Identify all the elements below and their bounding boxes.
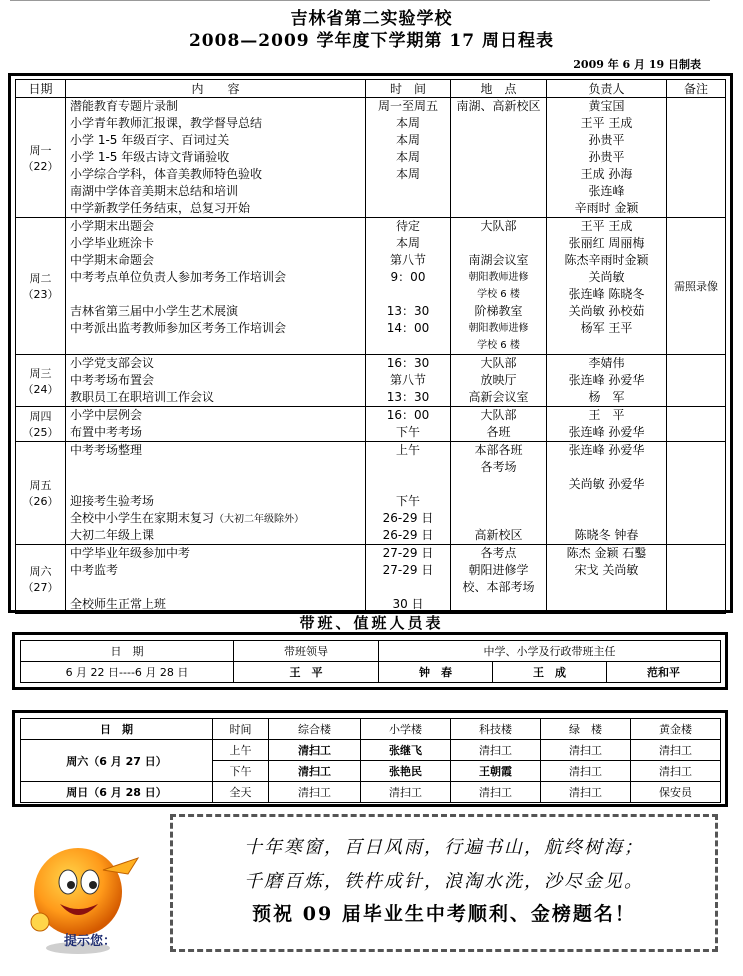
note-cell bbox=[667, 407, 726, 442]
cell-line: 孙贵平 bbox=[588, 133, 625, 147]
cell-line: 第八节 bbox=[389, 253, 426, 267]
schedule-day-row bbox=[16, 355, 726, 407]
cell-line: 陈杰辛雨时金颖 bbox=[564, 253, 649, 267]
weekend-header-time: 时间 bbox=[213, 719, 269, 740]
cell-line: 各班 bbox=[486, 425, 511, 439]
content-cell bbox=[66, 218, 366, 355]
cell-line: 黄宝国 bbox=[588, 99, 625, 113]
cell-line: 张连峰 陈晓冬 bbox=[568, 287, 645, 301]
schedule-table bbox=[15, 79, 726, 614]
col-header-date: 日期 bbox=[16, 80, 66, 98]
cell-line: 阶梯教室 bbox=[474, 304, 523, 318]
cell-line: 27-29 日 bbox=[382, 546, 434, 560]
schedule-header-row bbox=[16, 80, 726, 98]
weekend-row bbox=[21, 740, 721, 761]
weekend-frame bbox=[12, 710, 728, 807]
duty-frame bbox=[12, 632, 728, 690]
cell-line: 朝阳教师进修 bbox=[468, 272, 529, 283]
cell-line: 待定 bbox=[395, 219, 420, 233]
weekend-cell: 清扫工 bbox=[541, 782, 631, 803]
cell-line: 各考点 bbox=[480, 546, 517, 560]
cell-line: 朝阳进修学 bbox=[468, 563, 529, 577]
col-header-content: 内 容 bbox=[66, 80, 366, 98]
school-name: 吉林省第二实验学校 bbox=[290, 9, 453, 29]
cell-line: 宋戈 关尚敏 bbox=[574, 563, 639, 577]
cell-line: 关尚敏 孙爱华 bbox=[568, 477, 645, 491]
day-cell bbox=[16, 545, 66, 614]
cell-line: 小学期末出题会 bbox=[70, 219, 155, 233]
cell-line bbox=[451, 166, 546, 183]
cell-line: 张丽红 周丽梅 bbox=[568, 236, 645, 250]
cell-line: 大队部 bbox=[480, 219, 517, 233]
cell-line: 李婧伟 bbox=[588, 356, 625, 370]
motto-box bbox=[170, 814, 718, 952]
day-label: 周四 bbox=[29, 410, 52, 423]
owner-cell bbox=[547, 442, 667, 545]
cell-line bbox=[547, 459, 666, 476]
cell-line: 校、本部考场 bbox=[462, 580, 535, 594]
weekend-cell: 全天 bbox=[213, 782, 269, 803]
weekend-cell: 清扫工 bbox=[269, 761, 361, 782]
time-cell bbox=[366, 545, 451, 614]
cell-line bbox=[547, 596, 666, 613]
cell-line: 周一至周五 bbox=[377, 99, 438, 113]
schedule-day-row bbox=[16, 98, 726, 218]
page-title: 2008—2009 学年度下学期第 17 周日程表 bbox=[188, 31, 555, 51]
weekend-header-building: 小学楼 bbox=[361, 719, 451, 740]
cell-line: 吉林省第三届中小学生艺术展演 bbox=[70, 304, 239, 318]
note-cell bbox=[667, 98, 726, 218]
cell-line: 高新会议室 bbox=[468, 390, 529, 404]
note-cell bbox=[667, 442, 726, 545]
place-cell bbox=[451, 98, 547, 218]
day-number: （22） bbox=[22, 159, 59, 173]
cell-line bbox=[451, 493, 546, 510]
duty-teacher: 范和平 bbox=[607, 662, 721, 683]
weekend-cell: 清扫工 bbox=[361, 782, 451, 803]
weekend-day-sat: 周六（6 月 27 日） bbox=[21, 740, 213, 782]
cell-line: 本周 bbox=[395, 116, 420, 130]
day-label: 周一 bbox=[29, 143, 52, 157]
owner-cell bbox=[547, 218, 667, 355]
weekend-header-building: 黄金楼 bbox=[631, 719, 721, 740]
content-cell bbox=[66, 98, 366, 218]
cell-line: 小学 1-5 年级百字、百词过关 bbox=[70, 133, 230, 147]
cell-line: 各考场 bbox=[480, 460, 517, 474]
weekend-cell: 清扫工 bbox=[541, 740, 631, 761]
note-cell bbox=[667, 355, 726, 407]
cell-line: 中考监考 bbox=[70, 563, 119, 577]
weekend-cell: 王朝霞 bbox=[451, 761, 541, 782]
cell-line: 张连峰 孙爱华 bbox=[568, 373, 645, 387]
content-cell bbox=[66, 407, 366, 442]
duty-table bbox=[20, 640, 721, 683]
cell-line bbox=[451, 149, 546, 166]
schedule-day-row bbox=[16, 407, 726, 442]
time-cell bbox=[366, 442, 451, 545]
weekend-cell: 清扫工 bbox=[631, 740, 721, 761]
weekend-cell: 张继飞 bbox=[361, 740, 451, 761]
place-cell bbox=[451, 407, 547, 442]
cell-line: 杨军 王平 bbox=[580, 321, 633, 335]
cell-line bbox=[451, 510, 546, 527]
owner-cell bbox=[547, 98, 667, 218]
day-cell bbox=[16, 407, 66, 442]
cell-line bbox=[366, 183, 450, 200]
duty-header-leader: 带班领导 bbox=[234, 641, 379, 662]
cell-line: 中考派出监考教师参加区考务工作培训会 bbox=[70, 321, 287, 335]
schedule-frame bbox=[8, 73, 733, 613]
top-rule bbox=[10, 0, 710, 1]
cell-line: 16：30 bbox=[386, 356, 430, 370]
cell-line: 30 日 bbox=[392, 597, 424, 611]
time-cell bbox=[366, 355, 451, 407]
cell-line: 26-29 日 bbox=[382, 511, 434, 525]
cell-line bbox=[451, 132, 546, 149]
cell-line: 中学毕业年级参加中考 bbox=[70, 546, 191, 560]
motto-line: 千磨百炼，铁杵成针，浪淘水洗，沙尽金见。 bbox=[244, 871, 644, 892]
weekend-cell: 清扫工 bbox=[451, 782, 541, 803]
cell-line bbox=[547, 579, 666, 596]
cell-line: 大队部 bbox=[480, 408, 517, 422]
cell-line: 陈晓冬 钟春 bbox=[574, 528, 639, 542]
cell-line bbox=[366, 579, 450, 596]
cell-line: 中考考场布置会 bbox=[70, 373, 155, 387]
cell-line: 杨 军 bbox=[588, 390, 625, 404]
cell-line: 高新校区 bbox=[474, 528, 523, 542]
col-header-time: 时 间 bbox=[366, 80, 451, 98]
content-cell bbox=[66, 545, 366, 614]
cell-line: 大初二年级上课 bbox=[70, 528, 155, 542]
note-cell bbox=[667, 218, 726, 355]
cell-line: 中考考场整理 bbox=[70, 443, 143, 457]
cell-line: 16：00 bbox=[386, 408, 430, 422]
note-text: 需照录像 bbox=[674, 280, 718, 293]
day-cell bbox=[16, 442, 66, 545]
cell-line: 放映厅 bbox=[480, 373, 517, 387]
cell-line: 小学毕业班涂卡 bbox=[70, 236, 155, 250]
weekend-header-building: 科技楼 bbox=[451, 719, 541, 740]
cell-line: 本周 bbox=[395, 133, 420, 147]
cell-line bbox=[70, 337, 365, 354]
time-cell bbox=[366, 407, 451, 442]
cell-line: 本周 bbox=[395, 150, 420, 164]
duty-row bbox=[21, 662, 721, 683]
content-cell bbox=[66, 442, 366, 545]
cell-line: 小学中层例会 bbox=[70, 408, 143, 422]
cell-line: 13：30 bbox=[386, 390, 430, 404]
cell-line: 朝阳教师进修 bbox=[468, 323, 529, 334]
duty-date: 6 月 22 日----6 月 28 日 bbox=[21, 662, 234, 683]
time-cell bbox=[366, 98, 451, 218]
schedule-day-row bbox=[16, 218, 726, 355]
day-number: （25） bbox=[22, 426, 59, 439]
cell-line: 张连峰 孙爱华 bbox=[568, 425, 645, 439]
day-cell bbox=[16, 98, 66, 218]
duty-leader: 王 平 bbox=[234, 662, 379, 683]
cell-line: 学校 6 楼 bbox=[477, 340, 520, 351]
day-number: （26） bbox=[22, 495, 59, 508]
cell-line bbox=[451, 200, 546, 217]
content-cell bbox=[66, 355, 366, 407]
day-number: （27） bbox=[22, 581, 59, 594]
duty-header-row bbox=[21, 641, 721, 662]
cell-line: 本部各班 bbox=[474, 443, 523, 457]
cell-line: 张连峰 孙爱华 bbox=[568, 443, 645, 457]
col-header-note: 备注 bbox=[667, 80, 726, 98]
weekend-day-sun: 周日（6 月 28 日） bbox=[21, 782, 213, 803]
duty-header-date: 日 期 bbox=[21, 641, 234, 662]
cell-line: 教职员工在职培训工作会议 bbox=[70, 390, 215, 404]
cell-line: 中学新教学任务结束，总复习开始 bbox=[70, 201, 251, 215]
duty-title: 带班、值班人员表 bbox=[299, 614, 444, 632]
day-cell bbox=[16, 218, 66, 355]
cell-line: 关尚敏 孙校茹 bbox=[568, 304, 645, 318]
cell-line: 小学 1-5 年级古诗文背诵验收 bbox=[70, 150, 230, 164]
owner-cell bbox=[547, 407, 667, 442]
cell-line: 张连峰 bbox=[588, 184, 625, 198]
duty-teacher: 王 成 bbox=[493, 662, 607, 683]
weekend-header-building: 综合楼 bbox=[269, 719, 361, 740]
cell-line bbox=[366, 459, 450, 476]
day-label: 周五 bbox=[29, 479, 52, 492]
weekend-table bbox=[20, 718, 721, 803]
cell-line: 本周 bbox=[395, 167, 420, 181]
cell-line: 孙贵平 bbox=[588, 150, 625, 164]
weekend-cell: 清扫工 bbox=[269, 782, 361, 803]
cell-line bbox=[70, 510, 365, 527]
note-cell bbox=[667, 545, 726, 614]
motto-line: 十年寒窗，百日风雨，行遍书山，航终树海； bbox=[244, 837, 644, 858]
day-cell bbox=[16, 355, 66, 407]
cell-line bbox=[70, 459, 365, 476]
day-label: 周三 bbox=[29, 366, 52, 380]
schedule-day-row bbox=[16, 545, 726, 614]
cell-line bbox=[366, 476, 450, 493]
col-header-owner: 负责人 bbox=[547, 80, 667, 98]
cell-line: 14：00 bbox=[386, 321, 430, 335]
cell-line: 南湖中学体音美期末总结和培训 bbox=[70, 184, 239, 198]
cell-line: 本周 bbox=[395, 236, 420, 250]
cell-line: 王平 王成 bbox=[580, 219, 633, 233]
duty-teacher: 钟 春 bbox=[379, 662, 493, 683]
cell-line: 潜能教育专题片录制 bbox=[70, 99, 179, 113]
cell-line bbox=[451, 115, 546, 132]
cell-line: 上午 bbox=[395, 443, 420, 457]
day-number: （23） bbox=[22, 288, 59, 301]
duty-header-teachers: 中学、小学及行政带班主任 bbox=[379, 641, 721, 662]
cell-line: 学校 6 楼 bbox=[477, 289, 520, 300]
weekend-cell: 张艳民 bbox=[361, 761, 451, 782]
cell-line: 中考考点单位负责人参加考务工作培训会 bbox=[70, 270, 287, 284]
place-cell bbox=[451, 218, 547, 355]
day-label: 周二 bbox=[29, 272, 52, 285]
cell-line: 26-29 日 bbox=[382, 528, 434, 542]
place-cell bbox=[451, 355, 547, 407]
weekend-row bbox=[21, 782, 721, 803]
day-number: （24） bbox=[22, 382, 59, 396]
time-cell bbox=[366, 218, 451, 355]
cell-line: 全校师生正常上班 bbox=[70, 597, 167, 611]
cell-line: 大队部 bbox=[480, 356, 517, 370]
cell-line bbox=[451, 596, 546, 613]
place-cell bbox=[451, 545, 547, 614]
cell-line: 下午 bbox=[395, 425, 420, 439]
owner-cell bbox=[547, 355, 667, 407]
content-text: 全校中小学生在家期末复习 bbox=[70, 511, 215, 525]
owner-cell bbox=[547, 545, 667, 614]
cell-line bbox=[70, 476, 365, 493]
cell-line: 王成 孙海 bbox=[580, 167, 633, 181]
cell-line bbox=[366, 200, 450, 217]
motto-blessing: 预祝 09 届毕业生中考顺利、金榜题名！ bbox=[252, 903, 636, 925]
cell-line: 王 平 bbox=[588, 408, 625, 422]
weekend-header-date: 日 期 bbox=[21, 719, 213, 740]
cell-line: 下午 bbox=[395, 494, 420, 508]
weekend-cell: 清扫工 bbox=[631, 761, 721, 782]
cell-line: 第八节 bbox=[389, 373, 426, 387]
cell-line bbox=[451, 476, 546, 493]
cell-line bbox=[70, 579, 365, 596]
cell-line: 辛雨时 金颖 bbox=[574, 201, 639, 215]
cell-line bbox=[70, 286, 365, 303]
cell-line: 小学综合学科，体音美教师特色验收 bbox=[70, 167, 263, 181]
schedule-day-row bbox=[16, 442, 726, 545]
weekend-cell: 清扫工 bbox=[541, 761, 631, 782]
cell-line: 27-29 日 bbox=[382, 563, 434, 577]
cell-line: 13：30 bbox=[386, 304, 430, 318]
cell-line bbox=[366, 337, 450, 354]
cell-line: 布置中考考场 bbox=[70, 425, 143, 439]
cell-line: 小学党支部会议 bbox=[70, 356, 155, 370]
cell-line: 王平 王成 bbox=[580, 116, 633, 130]
issue-date: 2009 年 6 月 19 日制表 bbox=[573, 58, 701, 71]
weekend-cell: 上午 bbox=[213, 740, 269, 761]
cell-line: 9：00 bbox=[390, 270, 426, 284]
weekend-cell: 保安员 bbox=[631, 782, 721, 803]
weekend-header-building: 绿 楼 bbox=[541, 719, 631, 740]
weekend-cell: 下午 bbox=[213, 761, 269, 782]
cell-line bbox=[547, 493, 666, 510]
cell-line: 南湖、高新校区 bbox=[456, 99, 541, 113]
cell-line: 关尚敏 bbox=[588, 270, 625, 284]
cell-line bbox=[547, 510, 666, 527]
cell-line: 迎接考生验考场 bbox=[70, 494, 155, 508]
weekend-cell: 清扫工 bbox=[451, 740, 541, 761]
day-label: 周六 bbox=[29, 565, 52, 578]
cell-line: 南湖会议室 bbox=[468, 253, 529, 267]
cell-line bbox=[451, 235, 546, 252]
cell-line bbox=[547, 337, 666, 354]
tip-label: 提示您： bbox=[64, 934, 117, 949]
weekend-header-row bbox=[21, 719, 721, 740]
cell-line: 陈杰 金颖 石鑿 bbox=[566, 546, 647, 560]
cell-line: 小学青年教师汇报课，教学督导总结 bbox=[70, 116, 263, 130]
cell-line bbox=[366, 286, 450, 303]
cell-line bbox=[451, 183, 546, 200]
weekend-cell: 清扫工 bbox=[269, 740, 361, 761]
cell-line: 中学期末命题会 bbox=[70, 253, 155, 267]
col-header-place: 地 点 bbox=[451, 80, 547, 98]
content-note: （大初二年级除外） bbox=[214, 514, 305, 525]
place-cell bbox=[451, 442, 547, 545]
